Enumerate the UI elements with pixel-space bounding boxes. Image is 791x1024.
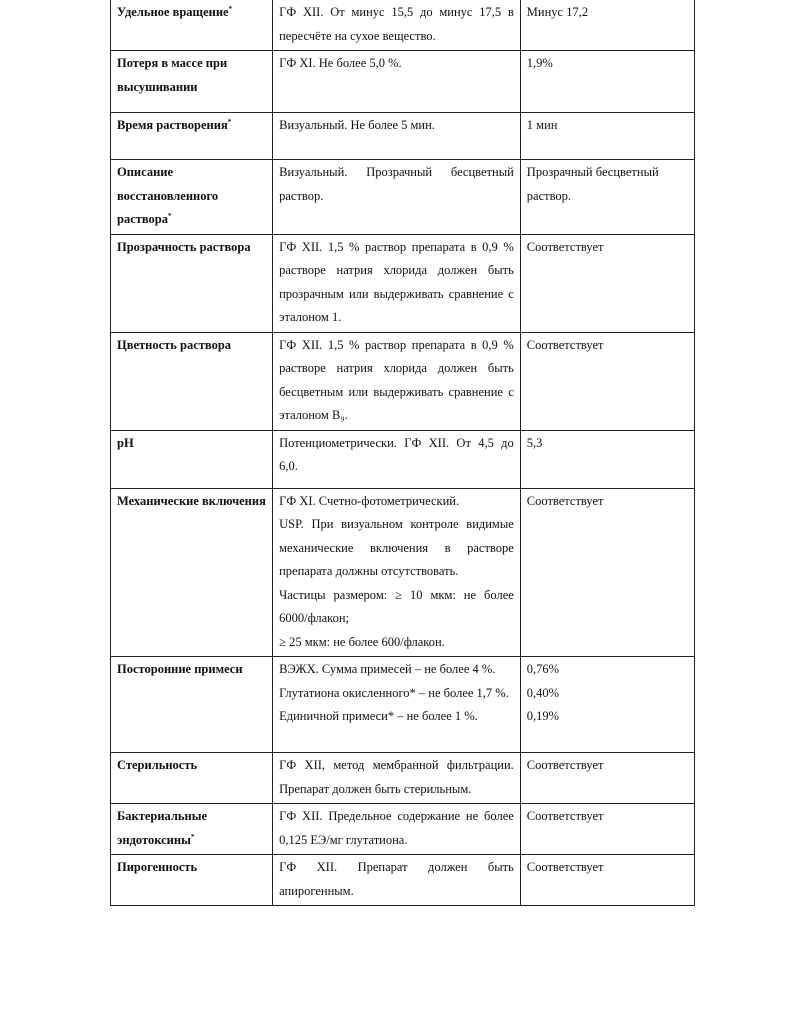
table-row: [111, 488, 695, 657]
result-cell: [520, 804, 694, 855]
method-text: ≥ 25 мкм: не более 600/флакон.: [279, 634, 445, 649]
result-cell: [520, 753, 694, 804]
parameter-name: pH: [117, 435, 134, 450]
method-text: ГФ XII. 1,5 % раствор препарата в 0,9 % растворе натрия хлорида должен быть бесцветным или выдерживать сравнение с эталоном B₉.: [279, 337, 514, 422]
result-value: Соответствует: [526, 337, 604, 352]
method-text: ГФ XII. 1,5 % раствор препарата в 0,9 % растворе натрия хлорида должен быть прозрачным или выдерживать сравнение с эталоном 1.: [279, 239, 514, 324]
method-cell: [273, 855, 521, 906]
result-cell: [520, 0, 694, 51]
result-value: Соответствует: [526, 758, 604, 772]
parameter-name-cell: [111, 234, 273, 332]
result-cell: [520, 234, 694, 332]
table-row: [111, 753, 695, 804]
parameter-name: Бактериальные эндотоксины: [117, 809, 208, 847]
method-cell: [273, 488, 521, 657]
result-value: 1 мин: [526, 118, 558, 132]
result-cell: [520, 488, 694, 657]
parameter-name-cell: [111, 855, 273, 906]
method-text: USP. При визуальном контроле видимые механические включения в растворе препарата должны отсутствовать.: [279, 517, 514, 578]
result-value: Минус 17,2: [526, 5, 589, 19]
parameter-name-cell: [111, 488, 273, 657]
method-text: Потенциометрически. ГФ XII. От 4,5 до 6,0.: [279, 435, 514, 473]
parameter-name-cell: [111, 804, 273, 855]
parameter-name: Время растворения: [117, 118, 228, 132]
method-text: ГФ XII. Препарат должен быть апирогенным.: [279, 860, 514, 898]
parameter-name: Прозрачность раствора: [117, 239, 251, 254]
footnote-mark: *: [168, 211, 172, 220]
parameter-name: Описание восстановленного раствора: [117, 165, 219, 226]
footnote-mark: *: [227, 117, 232, 126]
result-value: 0,40%: [526, 685, 560, 700]
table-row: [111, 51, 695, 113]
table-row: [111, 0, 695, 51]
method-cell: [273, 234, 521, 332]
result-value: 0,19%: [526, 709, 560, 723]
result-value: Соответствует: [526, 809, 604, 823]
method-text: Глутатиона окисленного* – не более 1,7 %.: [279, 685, 509, 700]
result-value: Соответствует: [526, 860, 604, 874]
method-text: ГФ XI. Не более 5,0 %.: [279, 56, 402, 70]
result-value: Прозрачный бесцветный раствор.: [526, 165, 659, 203]
specification-table-body: [111, 0, 695, 906]
table-row: [111, 113, 695, 160]
parameter-name: Стерильность: [117, 758, 198, 772]
parameter-name-cell: [111, 657, 273, 753]
table-row: [111, 855, 695, 906]
parameter-name-cell: [111, 51, 273, 113]
method-text: ГФ XI. Счетно-фотометрический.: [279, 493, 460, 508]
table-row: [111, 430, 695, 488]
parameter-name-cell: [111, 753, 273, 804]
method-cell: [273, 430, 521, 488]
parameter-name: Удельное вращение: [117, 5, 229, 19]
parameter-name: Потеря в массе при высушивании: [117, 56, 228, 94]
parameter-name: Посторонние примеси: [117, 662, 243, 676]
method-text: Единичной примеси* – не более 1 %.: [279, 709, 478, 723]
method-cell: [273, 804, 521, 855]
table-row: [111, 160, 695, 235]
method-text: ГФ XII, метод мембранной фильтрации. Препарат должен быть стерильным.: [279, 758, 514, 796]
parameter-name-cell: [111, 430, 273, 488]
result-cell: [520, 657, 694, 753]
parameter-name: Цветность раствора: [117, 337, 232, 352]
result-cell: [520, 430, 694, 488]
table-row: [111, 657, 695, 753]
method-text: Частицы размером: ≥ 10 мкм: не более 6000/флакон;: [279, 587, 514, 625]
result-cell: [520, 113, 694, 160]
method-text: ГФ XII. Предельное содержание не более 0,125 ЕЭ/мг глутатиона.: [279, 809, 514, 847]
footnote-mark: *: [190, 832, 195, 841]
result-cell: [520, 160, 694, 235]
result-value: 1,9%: [526, 56, 553, 70]
method-cell: [273, 160, 521, 235]
specification-table: [110, 0, 695, 906]
result-cell: [520, 332, 694, 430]
method-cell: [273, 332, 521, 430]
method-cell: [273, 753, 521, 804]
result-cell: [520, 855, 694, 906]
footnote-mark: *: [228, 4, 233, 13]
method-cell: [273, 51, 521, 113]
method-text: ВЭЖХ. Сумма примесей – не более 4 %.: [279, 662, 496, 676]
parameter-name-cell: [111, 160, 273, 235]
method-text: Визуальный. Прозрачный бесцветный раствор.: [279, 165, 514, 203]
parameter-name-cell: [111, 113, 273, 160]
result-value: 5,3: [526, 435, 543, 450]
table-row: [111, 234, 695, 332]
method-cell: [273, 0, 521, 51]
table-row: [111, 332, 695, 430]
method-text: ГФ XII. От минус 15,5 до минус 17,5 в пересчёте на сухое вещество.: [279, 5, 514, 43]
parameter-name-cell: [111, 0, 273, 51]
method-cell: [273, 657, 521, 753]
table-row: [111, 804, 695, 855]
parameter-name: Механические включения: [117, 493, 266, 508]
result-value: Соответствует: [526, 239, 604, 254]
method-text: Визуальный. Не более 5 мин.: [279, 118, 435, 132]
result-value: 0,76%: [526, 662, 560, 676]
result-cell: [520, 51, 694, 113]
parameter-name-cell: [111, 332, 273, 430]
result-value: Соответствует: [526, 493, 604, 508]
method-cell: [273, 113, 521, 160]
parameter-name: Пирогенность: [117, 860, 198, 874]
